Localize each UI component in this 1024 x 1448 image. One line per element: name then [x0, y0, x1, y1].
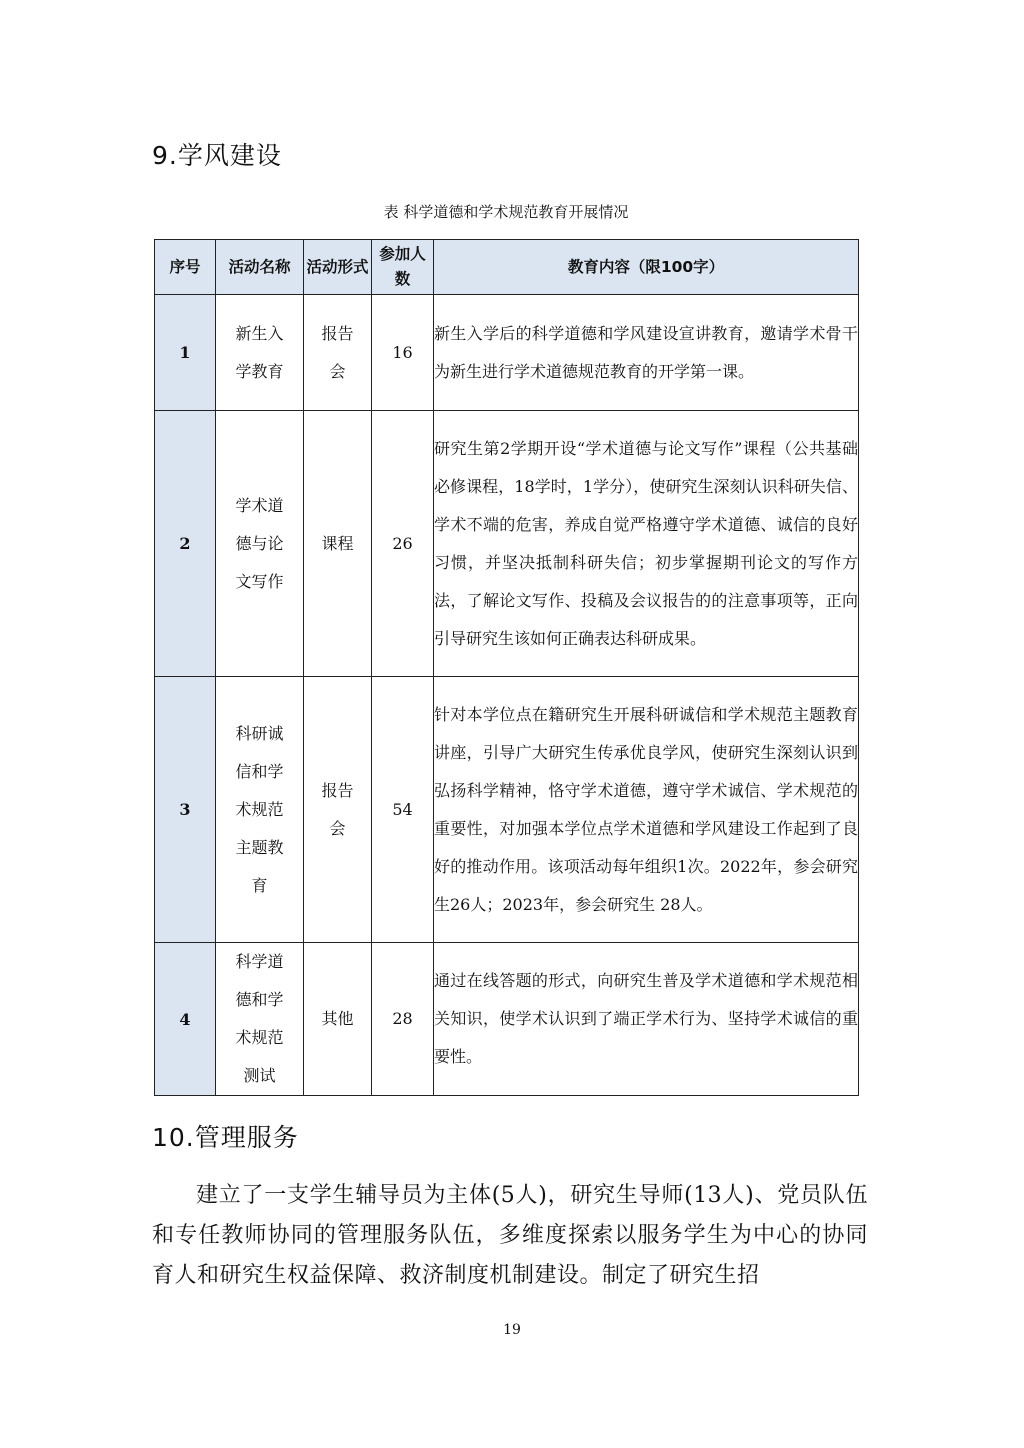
row-content: 研究生第2学期开设“学术道德与论文写作”课程（公共基础必修课程，18学时，1学分），使研究生深刻认识科研失信、学术不端的危害，养成自觉严格遵守学术道德、诚信的良好习惯，并坚决抵制科研失信；初步掌握期刊论文的写作方法，了解论文写作、投稿及会议报告的的注意事项等，正向引导研究生该如何正确表达科研成果。	[434, 411, 859, 677]
page-number: 19	[503, 1322, 521, 1338]
row-activity-name	[216, 295, 304, 411]
activity-name-text: 科研诚信和学术规范主题教育	[235, 723, 284, 895]
header-form: 活动形式	[304, 240, 372, 295]
section-10-heading: 10.管理服务	[152, 1123, 299, 1152]
activity-form-text: 其他	[321, 1009, 354, 1028]
row-activity-name	[216, 411, 304, 677]
row-activity-form	[304, 295, 372, 411]
activity-form-text: 报告会	[321, 323, 354, 381]
row-activity-form	[304, 411, 372, 677]
table-header-row	[155, 240, 859, 295]
activity-form-text: 课程	[321, 533, 354, 553]
row-content: 新生入学后的科学道德和学风建设宣讲教育，邀请学术骨干为新生进行学术道德规范教育的开学第一课。	[434, 295, 859, 411]
row-participants: 28	[372, 943, 434, 1096]
table-caption: 表 科学道德和学术规范教育开展情况	[383, 203, 629, 221]
header-content: 教育内容（限100字）	[434, 240, 859, 295]
row-participants: 16	[372, 295, 434, 411]
row-content: 针对本学位点在籍研究生开展科研诚信和学术规范主题教育讲座，引导广大研究生传承优良学风，使研究生深刻认识到弘扬科学精神，恪守学术道德，遵守学术诚信、学术规范的重要性，对加强本学位点学术道德和学风建设工作起到了良好的推动作用。该项活动每年组织1次。2022年，参会研究生26人；2023年，参会研究生 28人。	[434, 677, 859, 943]
table-row	[155, 295, 859, 411]
ethics-education-table	[154, 239, 859, 1096]
row-content: 通过在线答题的形式，向研究生普及学术道德和学术规范相关知识，使学术认识到了端正学术行为、坚持学术诚信的重要性。	[434, 943, 859, 1096]
activity-name-text: 新生入学教育	[235, 323, 284, 381]
row-no: 1	[155, 295, 216, 411]
row-activity-form	[304, 677, 372, 943]
row-activity-name	[216, 677, 304, 943]
management-service-paragraph: 建立了一支学生辅导员为主体(5人)，研究生导师(13人)、党员队伍和专任教师协同的管理服务队伍，多维度探索以服务学生为中心的协同育人和研究生权益保障、救济制度机制建设。制定了研究生招	[152, 1183, 868, 1288]
row-no: 3	[155, 677, 216, 943]
section-9-heading: 9.学风建设	[152, 141, 282, 170]
activity-name-text: 学术道德与论文写作	[235, 495, 284, 591]
activity-form-text: 报告会	[321, 780, 354, 838]
row-no: 2	[155, 411, 216, 677]
table-row	[155, 411, 859, 677]
row-activity-form	[304, 943, 372, 1096]
table-row	[155, 677, 859, 943]
header-count: 参加人数	[372, 240, 434, 295]
activity-name-text: 科学道德和学术规范测试	[235, 952, 284, 1085]
row-participants: 54	[372, 677, 434, 943]
row-activity-name	[216, 943, 304, 1096]
header-no: 序号	[155, 240, 216, 295]
table-row	[155, 943, 859, 1096]
row-participants: 26	[372, 411, 434, 677]
header-name: 活动名称	[216, 240, 304, 295]
row-no: 4	[155, 943, 216, 1096]
